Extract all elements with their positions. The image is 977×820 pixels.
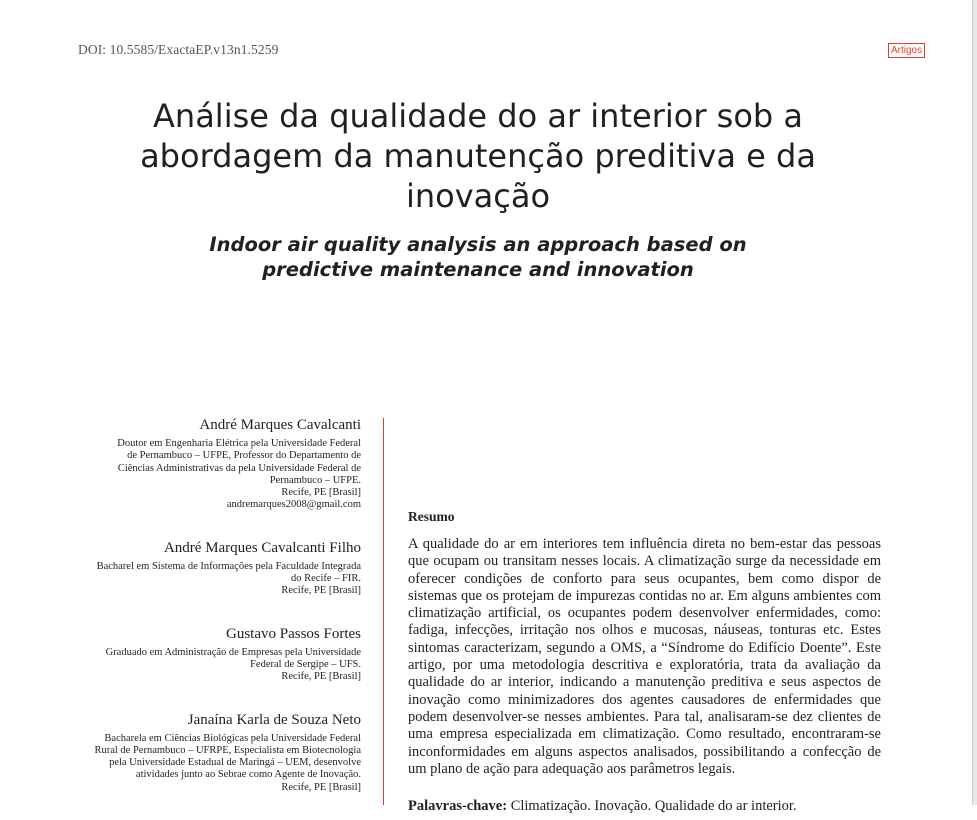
affiliation-line: Recife, PE [Brasil]: [281, 781, 361, 793]
keywords: [408, 798, 881, 815]
author: [70, 415, 361, 512]
author: [70, 710, 361, 794]
affiliation-line: Federal de Sergipe – UFS.: [250, 658, 361, 670]
abstract: [408, 508, 881, 778]
affiliation-line: Pernambuco – UFPE.: [269, 474, 361, 486]
affiliation-line: Bacharela em Ciências Biológicas pela Universidade Federal: [104, 732, 361, 744]
author: [70, 538, 361, 598]
affiliation-line: pela Universidade Estadual de Maringá – UEM, desenvolve: [109, 757, 361, 769]
affiliation-line: Recife, PE [Brasil]: [281, 487, 361, 499]
author: [70, 624, 361, 684]
author-list: [70, 415, 361, 820]
author-name: Gustavo Passos Fortes: [225, 625, 361, 642]
affiliation-line: do Recife – FIR.: [291, 573, 361, 585]
author-name: André Marques Cavalcanti: [199, 417, 361, 433]
affiliation-line: Doutor em Engenharia Elétrica pela Universidade Federal: [117, 438, 361, 449]
affiliation-line: Recife, PE [Brasil]: [281, 671, 361, 683]
page-edge: [972, 0, 977, 805]
author-affiliation: [70, 647, 361, 684]
affiliation-line: Graduado em Administração de Empresas pela Universidade: [105, 646, 361, 658]
column-divider: [383, 418, 384, 805]
abstract-body: A qualidade do ar em interiores tem influência direta no bem-estar das pessoas que ocupam ou transitam nesses locais. A climatização surge da necessidade em oferecer condições de conforto para seus ocupantes, bem como dispor de sistemas que os protejam de impurezas contidas no ar. Em alguns ambientes com climatização artificial, os ocupantes podem desenvolver enfermidades, como: fadiga, infecções, irritação nos olhos e mucosas, náuseas, tonturas etc. Estes sintomas caracterizam, segundo a OMS, a “Síndrome do Edifício Doente”. Este artigo, por uma metodologia descritiva e exploratória, trata da avaliação da qualidade do ar interior, indicando a manutenção preditiva e seus aspectos de inovação como minimizadores dos agentes causadores de enfermidades que podem desenvolver-se nesses ambientes. Para tal, analisaram-se dez clientes de uma empresa especializada em climatização. Como resultado, encontraram-se inconformidades em alguns aspectos analisados, possibilitando a confecção de um plano de ação para adequação aos parâmetros legais.: [408, 536, 881, 777]
doi: DOI: 10.5585/ExactaEP.v13n1.5259: [78, 42, 279, 57]
affiliation-line: Rural de Pernambuco – UFRPE, Especialista em Biotecnologia: [94, 744, 361, 756]
author-affiliation: [70, 733, 361, 794]
affiliation-line: Bacharel em Sistema de Informações pela Faculdade Integrada: [96, 560, 361, 572]
author-name: Janaína Karla de Souza Neto: [187, 711, 361, 728]
affiliation-line: de Pernambuco – UFPE, Professor do Departamento de: [127, 450, 361, 462]
paper-title: Análise da qualidade do ar interior sob a abordagem da manutenção preditiva e da inovação: [140, 97, 816, 215]
affiliation-line: Recife, PE [Brasil]: [281, 585, 361, 597]
author-affiliation: [70, 561, 361, 598]
author-name: André Marques Cavalcanti Filho: [163, 539, 361, 556]
keywords-label: Palavras-chave:: [408, 798, 508, 814]
affiliation-line: Ciências Administrativas da pela Universidade Federal de: [117, 462, 361, 474]
author-email[interactable]: andremarques2008@gmail.com: [226, 499, 361, 511]
section-badge: Artigos: [888, 43, 925, 58]
author-affiliation: [70, 438, 361, 512]
affiliation-line: atividades junto ao Sebrae como Agente de Inovação.: [135, 769, 361, 781]
paper-subtitle: Indoor air quality analysis an approach based on predictive maintenance and innovation: [209, 233, 747, 281]
keywords-text: Climatização. Inovação. Qualidade do ar interior.: [510, 798, 797, 814]
abstract-heading: Resumo: [408, 509, 455, 524]
